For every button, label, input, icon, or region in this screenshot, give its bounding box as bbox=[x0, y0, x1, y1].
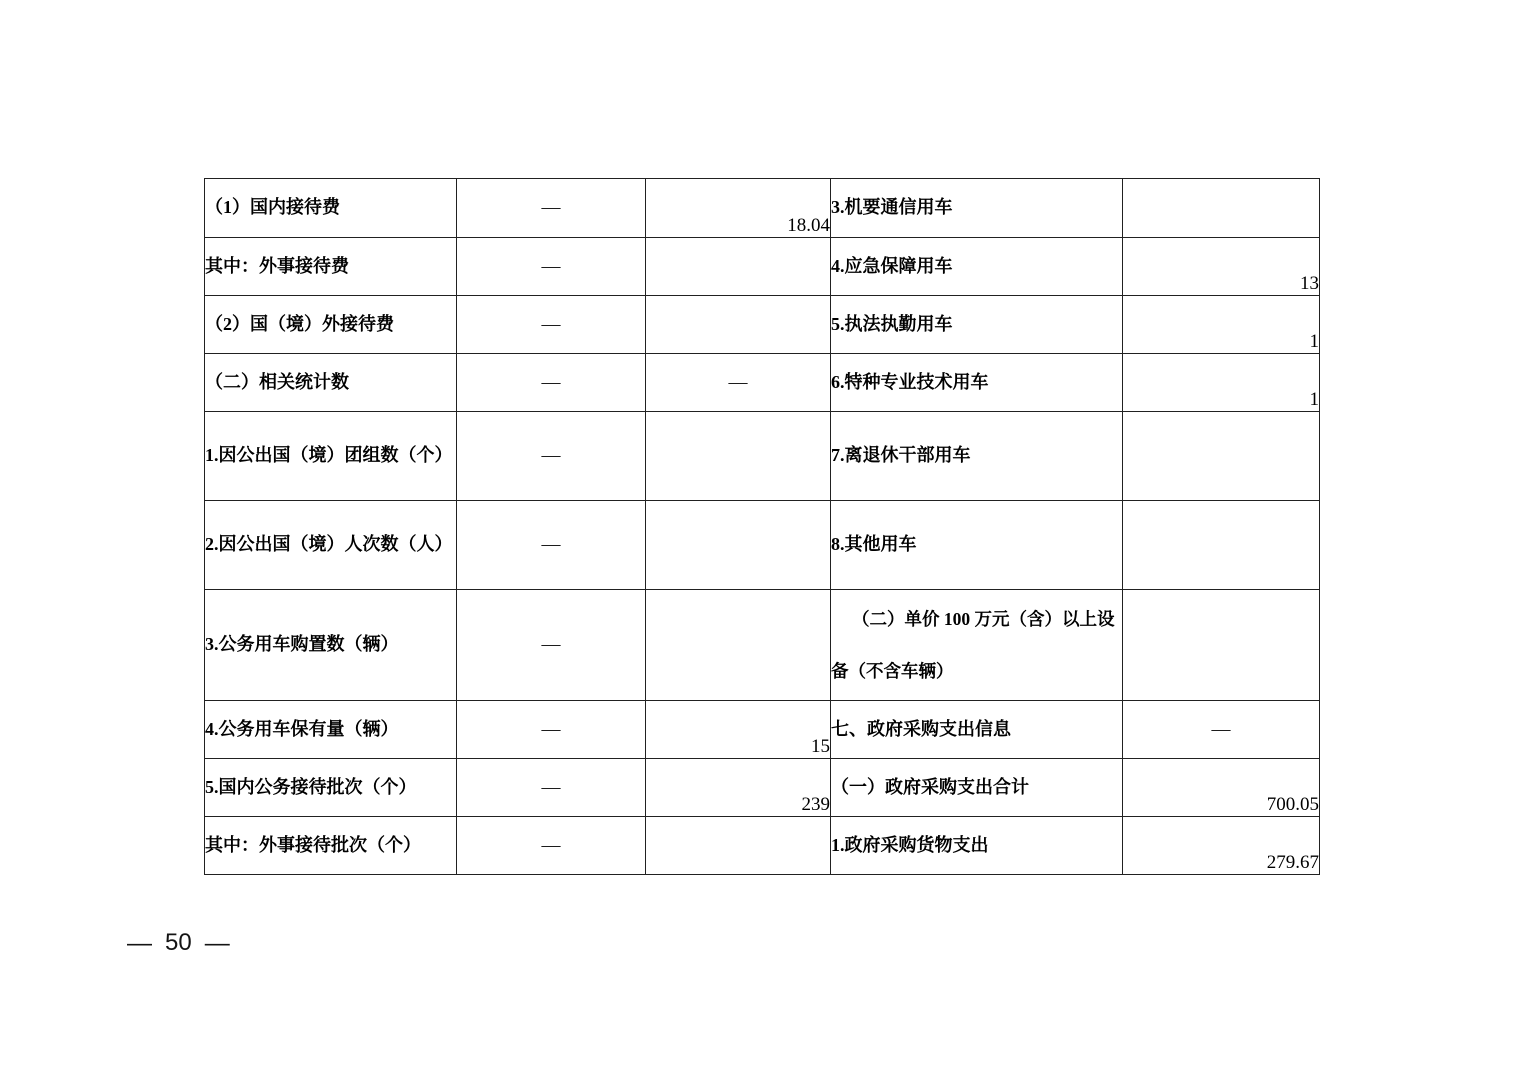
cell-left-stat: — bbox=[457, 590, 646, 701]
cell-right-label: 1.政府采购货物支出 bbox=[831, 817, 1123, 875]
cell-left-label: 4.公务用车保有量（辆） bbox=[205, 701, 457, 759]
cell-left-stat: — bbox=[457, 412, 646, 501]
cell-left-label: 其中：外事接待费 bbox=[205, 238, 457, 296]
cell-left-value bbox=[646, 501, 831, 590]
cell-left-value: — bbox=[646, 354, 831, 412]
page-footer bbox=[127, 929, 230, 957]
table-row bbox=[205, 296, 1320, 354]
cell-left-label: 3.公务用车购置数（辆） bbox=[205, 590, 457, 701]
cell-left-stat: — bbox=[457, 501, 646, 590]
cell-left-value bbox=[646, 238, 831, 296]
cell-right-label: 8.其他用车 bbox=[831, 501, 1123, 590]
table-row bbox=[205, 238, 1320, 296]
cell-left-label: 2.因公出国（境）人次数（人） bbox=[205, 501, 457, 590]
cell-right-value: 700.05 bbox=[1123, 759, 1320, 817]
cell-left-value bbox=[646, 296, 831, 354]
cell-left-value: 239 bbox=[646, 759, 831, 817]
cell-right-label: （一）政府采购支出合计 bbox=[831, 759, 1123, 817]
cell-right-value: 13 bbox=[1123, 238, 1320, 296]
table-row bbox=[205, 590, 1320, 701]
cell-right-value: 279.67 bbox=[1123, 817, 1320, 875]
cell-left-stat: — bbox=[457, 238, 646, 296]
footer-dash-right: — bbox=[204, 928, 230, 957]
cell-left-value bbox=[646, 817, 831, 875]
cell-right-label: 4.应急保障用车 bbox=[831, 238, 1123, 296]
cell-left-label: 5.国内公务接待批次（个） bbox=[205, 759, 457, 817]
cell-left-stat: — bbox=[457, 296, 646, 354]
cell-right-label: 七、政府采购支出信息 bbox=[831, 701, 1123, 759]
cell-left-label: 其中：外事接待批次（个） bbox=[205, 817, 457, 875]
cell-right-value bbox=[1123, 179, 1320, 238]
cell-left-value: 15 bbox=[646, 701, 831, 759]
cell-left-stat: — bbox=[457, 701, 646, 759]
page-number: 50 bbox=[165, 929, 192, 956]
cell-right-value: 1 bbox=[1123, 296, 1320, 354]
cell-left-label: （2）国（境）外接待费 bbox=[205, 296, 457, 354]
cell-left-value: 18.04 bbox=[646, 179, 831, 238]
cell-right-label: 6.特种专业技术用车 bbox=[831, 354, 1123, 412]
cell-left-stat: — bbox=[457, 179, 646, 238]
cell-left-stat: — bbox=[457, 354, 646, 412]
cell-right-value bbox=[1123, 590, 1320, 701]
table-row bbox=[205, 354, 1320, 412]
table-row bbox=[205, 817, 1320, 875]
cell-right-label: 7.离退休干部用车 bbox=[831, 412, 1123, 501]
budget-table bbox=[204, 178, 1320, 875]
cell-right-label: 5.执法执勤用车 bbox=[831, 296, 1123, 354]
cell-right-value: — bbox=[1123, 701, 1320, 759]
cell-right-label: 3.机要通信用车 bbox=[831, 179, 1123, 238]
cell-left-value bbox=[646, 590, 831, 701]
cell-right-value bbox=[1123, 412, 1320, 501]
footer-dash-left: — bbox=[127, 928, 152, 957]
cell-left-label: （1）国内接待费 bbox=[205, 179, 457, 238]
cell-right-value: 1 bbox=[1123, 354, 1320, 412]
cell-left-stat: — bbox=[457, 817, 646, 875]
cell-left-stat: — bbox=[457, 759, 646, 817]
cell-left-label: （二）相关统计数 bbox=[205, 354, 457, 412]
table-row bbox=[205, 412, 1320, 501]
table-row bbox=[205, 759, 1320, 817]
cell-right-value bbox=[1123, 501, 1320, 590]
table-row bbox=[205, 701, 1320, 759]
cell-left-label: 1.因公出国（境）团组数（个） bbox=[205, 412, 457, 501]
table-row bbox=[205, 179, 1320, 238]
cell-right-label: （二）单价 100 万元（含）以上设备（不含车辆） bbox=[831, 590, 1123, 701]
cell-left-value bbox=[646, 412, 831, 501]
table-row bbox=[205, 501, 1320, 590]
